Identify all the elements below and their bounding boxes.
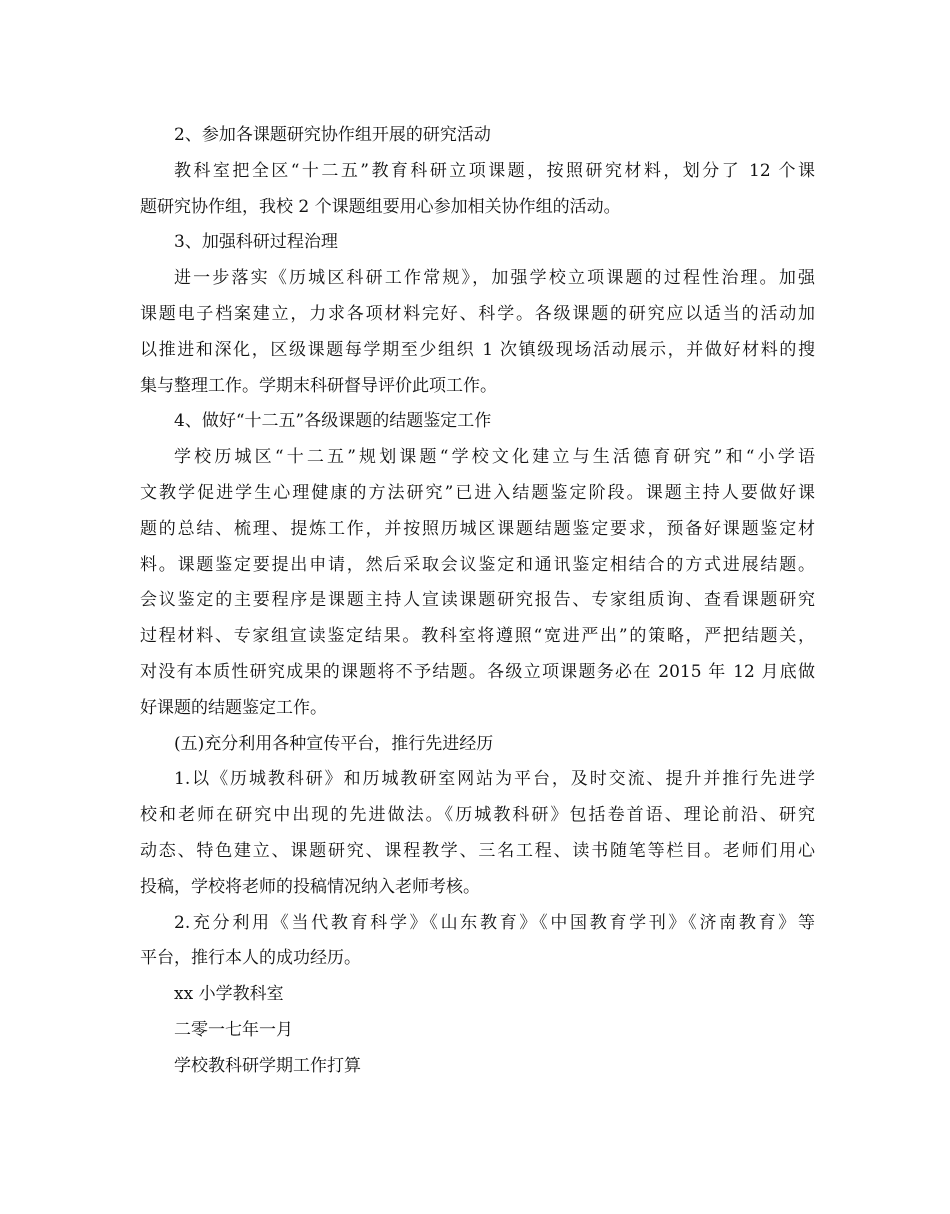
document-body xyxy=(140,118,815,1085)
text-line: 动态、特色建立、课题研究、课程教学、三名工程、读书随笔等栏目。老师们用心 xyxy=(140,840,815,861)
text-line: 题的总结、梳理、提炼工作，并按照历城区课题结题鉴定要求，预备好课题鉴定材 xyxy=(140,518,815,539)
text-line: 课题电子档案建立，力求各项材料完好、科学。各级课题的研究应以适当的活动加 xyxy=(140,303,815,324)
text-line: 1.以《历城教科研》和历城教研室网站为平台，及时交流、提升并推行先进学 xyxy=(174,769,815,790)
text-line: 4、做好“十二五”各级课题的结题鉴定工作 xyxy=(174,411,492,432)
text-line: 进一步落实《历城区科研工作常规》，加强学校立项课题的过程性治理。加强 xyxy=(174,268,815,289)
text-line: 校和老师在研究中出现的先进做法。《历城教科研》包括卷首语、理论前沿、研究 xyxy=(140,805,815,826)
text-line: 题研究协作组，我校 2 个课题组要用心参加相关协作组的活动。 xyxy=(140,196,621,217)
text-line: 以推进和深化，区级课题每学期至少组织 1 次镇级现场活动展示，并做好材料的搜 xyxy=(140,339,815,360)
text-line: 对没有本质性研究成果的课题将不予结题。各级立项课题务必在 2015 年 12 月底做 xyxy=(140,661,815,682)
text-line: 学校历城区“十二五”规划课题“学校文化建立与生活德育研究”和“小学语 xyxy=(174,447,815,468)
text-line: 2.充分利用《当代教育科学》《山东教育》《中国教育学刊》《济南教育》等 xyxy=(174,912,815,933)
text-line: 2、参加各课题研究协作组开展的研究活动 xyxy=(174,125,491,145)
text-line: 投稿，学校将老师的投稿情况纳入老师考核。 xyxy=(140,876,480,897)
text-line: xx 小学教科室 xyxy=(174,984,284,1005)
text-line: 学校教科研学期工作打算 xyxy=(174,1055,361,1076)
text-line: 过程材料、专家组宣读鉴定结果。教科室将遵照“宽进严出”的策略，严把结题关， xyxy=(140,626,815,647)
text-line: 平台，推行本人的成功经历。 xyxy=(140,948,361,969)
text-line: (五)充分利用各种宣传平台，推行先进经历 xyxy=(174,733,494,754)
text-line: 会议鉴定的主要程序是课题主持人宣读课题研究报告、专家组质询、查看课题研究 xyxy=(140,590,815,611)
text-line: 3、加强科研过程治理 xyxy=(174,232,338,253)
text-line: 集与整理工作。学期末科研督导评价此项工作。 xyxy=(140,375,497,396)
text-line: 好课题的结题鉴定工作。 xyxy=(140,697,327,718)
text-line: 二零一七年一月 xyxy=(174,1019,293,1040)
text-line: 料。课题鉴定要提出申请，然后采取会议鉴定和通讯鉴定相结合的方式进展结题。 xyxy=(140,554,815,575)
text-line: 文教学促进学生心理健康的方法研究”已进入结题鉴定阶段。课题主持人要做好课 xyxy=(140,482,815,503)
text-line: 教科室把全区“十二五”教育科研立项课题，按照研究材料，划分了 12 个课 xyxy=(174,160,815,181)
